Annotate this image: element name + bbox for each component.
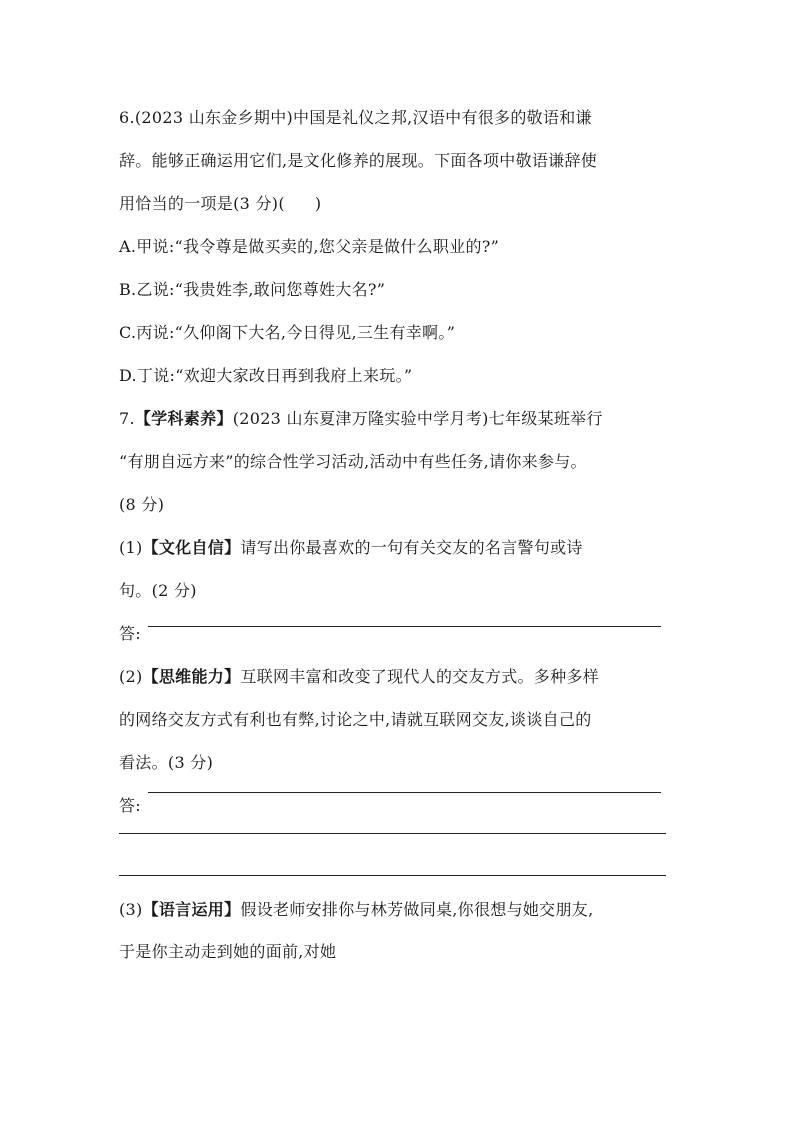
q7-sub3-text: 假设老师安排你与林芳做同桌,你很想与她交朋友, [240, 900, 594, 919]
q6-option-c: C.丙说:“久仰阁下大名,今日得见,三生有幸啊。” [119, 323, 456, 342]
q6-option-d: D.丁说:“欢迎大家改日再到我府上来玩。” [119, 366, 413, 385]
q6-option-a: A.甲说:“我令尊是做买卖的,您父亲是做什么职业的?” [119, 237, 500, 256]
q7-tag: 【学科素养】 [134, 409, 233, 428]
q7-sub1-tag: 【文化自信】 [142, 538, 241, 557]
q7-sub2-tag: 【思维能力】 [142, 667, 241, 686]
q7-sub3-line-2: 于是你主动走到她的面前,对她 [119, 942, 337, 961]
q7-sub2-answer-line-3[interactable] [119, 875, 666, 876]
q7-sub2-line-1 [119, 666, 599, 688]
q7-number: 7. [119, 409, 135, 428]
q7-sub1-answer-label: 答: [119, 624, 141, 643]
q7-sub1-line-2: 句。(2 分) [119, 581, 197, 600]
q7-sub3-line-1 [119, 899, 593, 921]
q6-line-1: 6.(2023 山东金乡期中)中国是礼仪之邦,汉语中有很多的敬语和谦 [119, 108, 592, 127]
q7-sub1-line-1 [119, 537, 583, 559]
q7-line-3: (8 分) [119, 495, 165, 514]
q7-sub2-answer-line-1[interactable] [148, 792, 661, 793]
q7-sub2-answer-label: 答: [119, 796, 141, 815]
q7-sub1-text: 请写出你最喜欢的一句有关交友的名言警句或诗 [240, 538, 583, 557]
q7-sub2-line-3: 看法。(3 分) [119, 753, 214, 772]
q6-line-3 [119, 193, 321, 215]
q7-line-2: “有朋自远方来”的综合性学习活动,活动中有些任务,请你来参与。 [119, 452, 587, 471]
q7-sub2-text: 互联网丰富和改变了现代人的交友方式。多种多样 [240, 667, 599, 686]
q7-sub2-answer-line-2[interactable] [119, 833, 666, 834]
q7-sub3-prefix: (3) [119, 900, 143, 919]
q6-stem-end: 用恰当的一项是(3 分)( [119, 194, 285, 213]
q6-close-paren: ) [314, 194, 322, 213]
q7-source: (2023 山东夏津万隆实验中学月考)七年级某班举行 [232, 409, 603, 428]
q6-option-b: B.乙说:“我贵姓李,敢问您尊姓大名?” [119, 280, 386, 299]
q7-sub1-answer-line[interactable] [148, 626, 661, 627]
q7-sub1-prefix: (1) [119, 538, 143, 557]
q7-sub2-line-2: 的网络交友方式有利也有弊,讨论之中,请就互联网交友,谈谈自己的 [119, 710, 592, 729]
q6-line-2: 辞。能够正确运用它们,是文化修养的展现。下面各项中敬语谦辞使 [119, 151, 598, 170]
q7-sub2-prefix: (2) [119, 667, 143, 686]
q7-line-1 [119, 408, 603, 430]
q7-sub3-tag: 【语言运用】 [142, 900, 241, 919]
